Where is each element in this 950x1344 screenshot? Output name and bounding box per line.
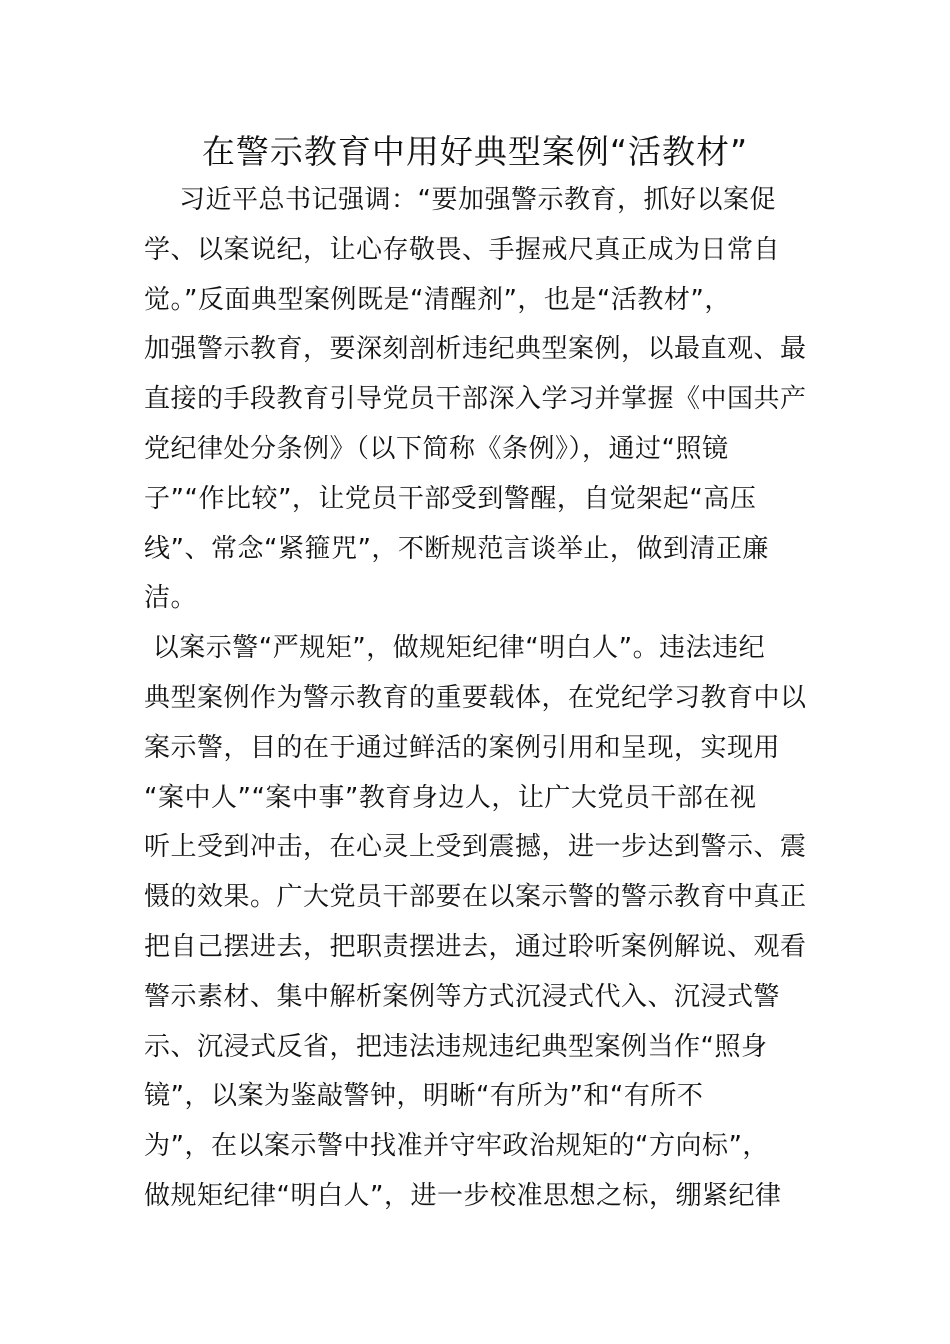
text-line: 听上受到冲击，在心灵上受到震撼，进一步达到警示、震: [144, 832, 807, 863]
text-line: 党纪律处分条例》（以下简称《条例》），通过“照镜: [144, 433, 729, 464]
text-line: 习近平总书记强调：“要加强警示教育，抓好以案促: [144, 185, 777, 215]
text-line: 把自己摆进去，把职责摆进去，通过聆听案例解说、观看: [144, 931, 807, 962]
text-line: 以案示警“严规矩”，做规矩纪律“明白人”。违法违纪: [144, 633, 766, 664]
document-title: 在警示教育中用好典型案例“活教材”: [201, 132, 749, 171]
text-line: 案示警，目的在于通过鲜活的案例引用和呈现，实现用: [144, 732, 781, 763]
text-line: 学、以案说纪，让心存敬畏、手握戒尺真正成为日常自: [144, 234, 781, 265]
text-line: 洁。: [144, 583, 198, 614]
text-line: 子”“作比较”，让党员干部受到警醒，自觉架起“高压: [144, 483, 757, 514]
text-line: “案中人”“案中事”教育身边人，让广大党员干部在视: [144, 782, 757, 813]
text-line: 线”、常念“紧箍咒”，不断规范言谈举止，做到清正廉: [144, 533, 769, 564]
text-line: 为”，在以案示警中找准并守牢政治规矩的“方向标”，: [144, 1131, 769, 1162]
text-line: 警示素材、集中解析案例等方式沉浸式代入、沉浸式警: [144, 981, 781, 1012]
text-line: 镜”，以案为鉴敲警钟，明晰“有所为”和“有所不: [144, 1081, 704, 1112]
text-line: 示、沉浸式反省，把违法违规违纪典型案例当作“照身: [144, 1031, 768, 1062]
text-line: 加强警示教育，要深刻剖析违纪典型案例，以最直观、最: [144, 334, 807, 365]
text-line: 慑的效果。广大党员干部要在以案示警的警示教育中真正: [144, 882, 807, 913]
text-line: 直接的手段教育引导党员干部深入学习并掌握《中国共产: [144, 384, 807, 415]
document-body: [144, 176, 814, 1222]
text-line: 典型案例作为警示教育的重要载体，在党纪学习教育中以: [144, 682, 807, 713]
text-line: 做规矩纪律“明白人”，进一步校准思想之标，绷紧纪律: [144, 1180, 782, 1211]
text-line: 觉。”反面典型案例既是“清醒剂”，也是“活教材”，: [144, 284, 731, 315]
